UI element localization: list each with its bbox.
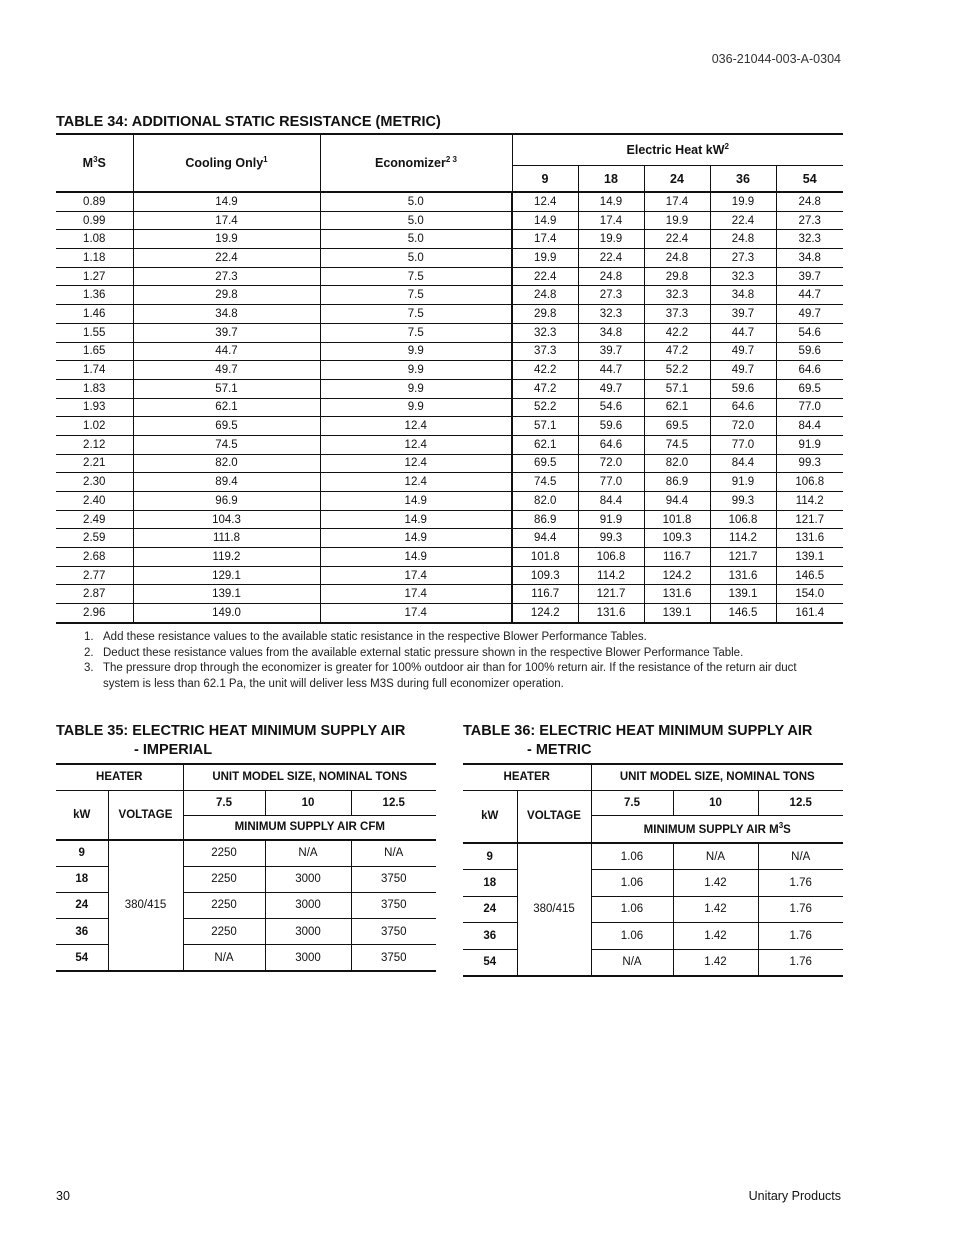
heater-header: HEATER <box>96 771 143 784</box>
table-cell: 7.5 <box>320 305 512 324</box>
table-cell: 17.4 <box>320 604 512 623</box>
kw-cell: 18 <box>463 870 517 897</box>
table-cell: 64.6 <box>776 361 843 380</box>
table-cell: 24.8 <box>776 192 843 211</box>
table-cell: 82.0 <box>133 454 320 473</box>
table-cell: 3000 <box>265 945 351 971</box>
table-cell: 39.7 <box>133 323 320 342</box>
table-cell: 7.5 <box>320 267 512 286</box>
kw-cell: 36 <box>56 919 108 945</box>
table-cell: 49.7 <box>133 361 320 380</box>
footnote <box>84 661 824 692</box>
table-row <box>56 286 843 305</box>
table-cell: 24.8 <box>578 267 644 286</box>
table-cell: 47.2 <box>644 342 710 361</box>
table-row <box>56 361 843 380</box>
table-cell: 89.4 <box>133 473 320 492</box>
kw-cell: 54 <box>463 949 517 976</box>
voltage-header: VOLTAGE <box>108 790 183 840</box>
table-cell: 49.7 <box>710 342 776 361</box>
table-cell: 22.4 <box>578 249 644 268</box>
table-cell: 62.1 <box>133 398 320 417</box>
table-cell: 5.0 <box>320 230 512 249</box>
table-cell: 9.9 <box>320 342 512 361</box>
table-cell: 64.6 <box>710 398 776 417</box>
table-cell: 17.4 <box>320 585 512 604</box>
table-cell: N/A <box>183 945 265 971</box>
table-cell: 1.06 <box>591 870 673 897</box>
table-cell: 91.9 <box>710 473 776 492</box>
footnote-number: 1. <box>84 631 94 643</box>
table-cell: 22.4 <box>644 230 710 249</box>
footnote <box>84 646 824 662</box>
table-cell: 19.9 <box>512 249 578 268</box>
table-cell: 116.7 <box>512 585 578 604</box>
table-cell: 96.9 <box>133 492 320 511</box>
col-cooling-header: Cooling Only$^1$ <box>133 134 320 192</box>
footnote-number: 2. <box>84 646 94 659</box>
table-cell: 17.4 <box>512 230 578 249</box>
footnote <box>84 630 824 646</box>
table-cell: N/A <box>591 949 673 976</box>
table-cell: 17.4 <box>320 566 512 585</box>
table-cell: 14.9 <box>133 192 320 211</box>
table-cell: 131.6 <box>644 585 710 604</box>
table-cell: 24.8 <box>512 286 578 305</box>
table35 <box>56 763 436 972</box>
table-cell: 32.3 <box>512 323 578 342</box>
table-cell: 1.76 <box>758 896 843 923</box>
table-cell: 3750 <box>351 945 436 971</box>
table-cell: 1.06 <box>591 923 673 950</box>
table-row <box>56 548 843 567</box>
table-cell: 101.8 <box>644 510 710 529</box>
table34-notes <box>84 630 824 692</box>
heater-header: HEATER <box>503 771 550 784</box>
table-cell: N/A <box>673 843 758 870</box>
table-cell: 101.8 <box>512 548 578 567</box>
table-cell: 52.2 <box>644 361 710 380</box>
table-cell: 2.87 <box>56 585 133 604</box>
table-cell: 2.68 <box>56 548 133 567</box>
table-row <box>56 566 843 585</box>
kw-header: kW <box>56 790 108 840</box>
table-cell: 124.2 <box>512 604 578 623</box>
table-cell: 131.6 <box>710 566 776 585</box>
table-cell: 139.1 <box>644 604 710 623</box>
min-supply-header: MINIMUM SUPPLY AIR $M^3S$ <box>591 815 843 843</box>
table-row <box>56 379 843 398</box>
table-cell: 146.5 <box>776 566 843 585</box>
table-row <box>56 473 843 492</box>
table-cell: 32.3 <box>644 286 710 305</box>
table-cell: 59.6 <box>776 342 843 361</box>
table-cell: 14.9 <box>320 510 512 529</box>
table-cell: 5.0 <box>320 249 512 268</box>
min-supply-header: MINIMUM SUPPLY AIR CFM <box>183 815 436 840</box>
table34-title: TABLE 34: ADDITIONAL STATIC RESISTANCE (METRIC) <box>56 114 441 130</box>
table-cell: 57.1 <box>644 379 710 398</box>
table-cell: 2250 <box>183 866 265 892</box>
table-cell: 91.9 <box>776 435 843 454</box>
table-cell: 84.4 <box>578 492 644 511</box>
table-cell: 9.9 <box>320 398 512 417</box>
table-cell: 99.3 <box>710 492 776 511</box>
size-header: 10 <box>673 790 758 815</box>
table-cell: 19.9 <box>133 230 320 249</box>
table-cell: 14.9 <box>578 192 644 211</box>
table-cell: N/A <box>265 840 351 866</box>
table-cell: 1.18 <box>56 249 133 268</box>
table-row <box>56 211 843 230</box>
table-cell: 77.0 <box>710 435 776 454</box>
footer-publisher: Unitary Products <box>748 1189 841 1203</box>
table-cell: 14.9 <box>320 548 512 567</box>
table-row <box>56 230 843 249</box>
table-cell: 39.7 <box>710 305 776 324</box>
table-cell: 17.4 <box>133 211 320 230</box>
table-cell: 1.27 <box>56 267 133 286</box>
table-cell: 74.5 <box>644 435 710 454</box>
table-cell: 104.3 <box>133 510 320 529</box>
table-cell: 106.8 <box>578 548 644 567</box>
table-cell: 7.5 <box>320 323 512 342</box>
table-row <box>56 585 843 604</box>
table-cell: 99.3 <box>578 529 644 548</box>
table-cell: 24.8 <box>710 230 776 249</box>
table-cell: 1.36 <box>56 286 133 305</box>
table-cell: 2.21 <box>56 454 133 473</box>
table-row <box>56 398 843 417</box>
table-cell: 47.2 <box>512 379 578 398</box>
table36-title: TABLE 36: ELECTRIC HEAT MINIMUM SUPPLY AIR - METRIC <box>463 723 813 758</box>
table-cell: 29.8 <box>644 267 710 286</box>
table-cell: 1.06 <box>591 843 673 870</box>
table-cell: 0.89 <box>83 195 106 208</box>
footnote-text: Deduct these resistance values from the available external static pressure shown in the respective Blower Performance Table. <box>103 646 744 659</box>
table-row <box>56 342 843 361</box>
heat-kw-col-header: 18 <box>578 166 644 193</box>
table-cell: 74.5 <box>133 435 320 454</box>
table-cell: 106.8 <box>776 473 843 492</box>
table-row <box>56 249 843 268</box>
footnote-number: 3. <box>84 662 94 674</box>
unit-model-header: UNIT MODEL SIZE, NOMINAL TONS <box>591 764 843 790</box>
table-cell: 62.1 <box>644 398 710 417</box>
table-row <box>56 510 843 529</box>
heat-kw-col-header: 54 <box>776 166 843 193</box>
table-cell: 1.42 <box>673 896 758 923</box>
table-cell: 42.2 <box>512 361 578 380</box>
table-cell: 3000 <box>265 866 351 892</box>
table-cell: 2.77 <box>56 566 133 585</box>
table-cell: 37.3 <box>512 342 578 361</box>
table-cell: 77.0 <box>578 473 644 492</box>
col-m3s-header: $M^3S$ <box>82 155 106 171</box>
table-cell: 121.7 <box>578 585 644 604</box>
table-row <box>56 305 843 324</box>
table-cell: 12.4 <box>320 454 512 473</box>
table-cell: 0.99 <box>56 211 133 230</box>
table-cell: 32.3 <box>578 305 644 324</box>
table-row <box>56 604 843 623</box>
table-cell: 3750 <box>351 866 436 892</box>
table-cell: 1.65 <box>56 342 133 361</box>
table-cell: 109.3 <box>644 529 710 548</box>
table-cell: 27.3 <box>578 286 644 305</box>
table-row <box>56 529 843 548</box>
table-cell: 12.4 <box>320 417 512 436</box>
table-cell: 17.4 <box>644 192 710 211</box>
table-cell: 69.5 <box>644 417 710 436</box>
table-cell: 9.9 <box>320 379 512 398</box>
table-cell: 14.9 <box>320 492 512 511</box>
table-cell: 9.9 <box>320 361 512 380</box>
table-cell: 22.4 <box>710 211 776 230</box>
table-cell: 7.5 <box>320 286 512 305</box>
table-cell: 84.4 <box>710 454 776 473</box>
footnote-text: Add these resistance values to the available static resistance in the respective Blower Performance Tables. <box>103 631 647 643</box>
table-cell: 62.1 <box>512 435 578 454</box>
table-cell: 109.3 <box>512 566 578 585</box>
voltage-cell: 380/415 <box>517 843 591 976</box>
table-cell: 39.7 <box>776 267 843 286</box>
table-cell: 114.2 <box>710 529 776 548</box>
table-cell: 131.6 <box>578 604 644 623</box>
table-cell: 1.08 <box>56 230 133 249</box>
table-cell: 24.8 <box>644 249 710 268</box>
kw-cell: 24 <box>463 896 517 923</box>
table-cell: 12.4 <box>320 435 512 454</box>
table-cell: 69.5 <box>776 379 843 398</box>
table-cell: 121.7 <box>776 510 843 529</box>
kw-cell: 36 <box>463 923 517 950</box>
table-cell: 86.9 <box>644 473 710 492</box>
table-row <box>56 323 843 342</box>
table-cell: 1.76 <box>758 923 843 950</box>
table-cell: 19.9 <box>710 192 776 211</box>
table-cell: 1.42 <box>673 949 758 976</box>
col-electric-heat-header: Electric Heat $kW^2$ <box>512 134 843 166</box>
table-row <box>56 192 843 211</box>
table-cell: 14.9 <box>320 529 512 548</box>
table-cell: 2.40 <box>56 492 133 511</box>
table-cell: 2250 <box>183 892 265 918</box>
table-cell: 34.8 <box>776 249 843 268</box>
table-cell: 12.4 <box>512 192 578 211</box>
table-cell: 114.2 <box>578 566 644 585</box>
table-cell: 121.7 <box>710 548 776 567</box>
size-header: 12.5 <box>758 790 843 815</box>
table-cell: 54.6 <box>776 323 843 342</box>
table-cell: 82.0 <box>644 454 710 473</box>
table-cell: 19.9 <box>644 211 710 230</box>
table-cell: 146.5 <box>710 604 776 623</box>
table-cell: 27.3 <box>776 211 843 230</box>
table-cell: 2.96 <box>56 604 133 623</box>
table-cell: 77.0 <box>776 398 843 417</box>
table-cell: 111.8 <box>133 529 320 548</box>
table-cell: 69.5 <box>512 454 578 473</box>
table-cell: 124.2 <box>644 566 710 585</box>
table-cell: 17.4 <box>578 211 644 230</box>
table-cell: 72.0 <box>578 454 644 473</box>
table-cell: 116.7 <box>644 548 710 567</box>
table-row <box>56 417 843 436</box>
table35-title: TABLE 35: ELECTRIC HEAT MINIMUM SUPPLY AIR - IMPERIAL <box>56 723 406 758</box>
table-cell: 29.8 <box>133 286 320 305</box>
table-cell: 64.6 <box>578 435 644 454</box>
table-cell: 29.8 <box>512 305 578 324</box>
table-cell: 82.0 <box>512 492 578 511</box>
table-row <box>56 267 843 286</box>
table-cell: 3750 <box>351 892 436 918</box>
table-cell: 1.76 <box>758 870 843 897</box>
kw-header: kW <box>463 790 517 843</box>
unit-model-header: UNIT MODEL SIZE, NOMINAL TONS <box>183 764 436 790</box>
table-cell: 1.83 <box>56 379 133 398</box>
footnote-text: The pressure drop through the economizer is greater for 100% outdoor air than for 100% return air. If the resistance of the return air duct system is less than 62.1 Pa, the unit will deliver less M3S during full economizer operation. <box>103 662 797 690</box>
table-cell: 14.9 <box>512 211 578 230</box>
table-cell: 119.2 <box>133 548 320 567</box>
table-row <box>56 492 843 511</box>
size-header: 7.5 <box>183 790 265 815</box>
table-cell: 1.74 <box>56 361 133 380</box>
table-cell: 1.42 <box>673 923 758 950</box>
table-cell: 49.7 <box>776 305 843 324</box>
table-cell: 19.9 <box>578 230 644 249</box>
table34 <box>56 133 843 624</box>
table-cell: 106.8 <box>710 510 776 529</box>
table-cell: 49.7 <box>710 361 776 380</box>
kw-cell: 18 <box>56 866 108 892</box>
table-cell: 1.46 <box>56 305 133 324</box>
table-cell: 59.6 <box>578 417 644 436</box>
table-cell: 139.1 <box>776 548 843 567</box>
table-cell: 1.02 <box>56 417 133 436</box>
table-row <box>463 843 843 870</box>
table-cell: 5.0 <box>320 192 512 211</box>
table-cell: 12.4 <box>320 473 512 492</box>
size-header: 12.5 <box>351 790 436 815</box>
table-cell: 57.1 <box>133 379 320 398</box>
table-cell: 2.59 <box>56 529 133 548</box>
table-row <box>56 454 843 473</box>
table-cell: 49.7 <box>578 379 644 398</box>
table-cell: 27.3 <box>710 249 776 268</box>
table-cell: 34.8 <box>710 286 776 305</box>
table-cell: 34.8 <box>133 305 320 324</box>
table-cell: 91.9 <box>578 510 644 529</box>
table-cell: 72.0 <box>710 417 776 436</box>
table-cell: 5.0 <box>320 211 512 230</box>
table-cell: 3750 <box>351 919 436 945</box>
table-cell: 37.3 <box>644 305 710 324</box>
table-cell: 139.1 <box>133 585 320 604</box>
heat-kw-col-header: 24 <box>644 166 710 193</box>
table-cell: 99.3 <box>776 454 843 473</box>
table-cell: 94.4 <box>512 529 578 548</box>
table-cell: 32.3 <box>776 230 843 249</box>
table-cell: 2250 <box>183 840 265 866</box>
table-cell: 52.2 <box>512 398 578 417</box>
table-cell: 3000 <box>265 919 351 945</box>
page-number: 30 <box>56 1189 70 1203</box>
table-cell: 84.4 <box>776 417 843 436</box>
table-cell: 3000 <box>265 892 351 918</box>
table-cell: 74.5 <box>512 473 578 492</box>
table-cell: N/A <box>758 843 843 870</box>
table-cell: 22.4 <box>133 249 320 268</box>
table-cell: 44.7 <box>578 361 644 380</box>
size-header: 7.5 <box>591 790 673 815</box>
document-code: 036-21044-003-A-0304 <box>711 52 841 66</box>
table-cell: 57.1 <box>512 417 578 436</box>
table-cell: 59.6 <box>710 379 776 398</box>
table-cell: N/A <box>351 840 436 866</box>
table-cell: 69.5 <box>133 417 320 436</box>
table-row <box>56 435 843 454</box>
table-cell: 44.7 <box>710 323 776 342</box>
table-cell: 27.3 <box>133 267 320 286</box>
table-cell: 94.4 <box>644 492 710 511</box>
kw-cell: 54 <box>56 945 108 971</box>
table-cell: 1.93 <box>56 398 133 417</box>
table-cell: 86.9 <box>512 510 578 529</box>
table-cell: 2.30 <box>56 473 133 492</box>
table-cell: 32.3 <box>710 267 776 286</box>
table-cell: 161.4 <box>776 604 843 623</box>
heat-kw-col-header: 36 <box>710 166 776 193</box>
table-cell: 44.7 <box>133 342 320 361</box>
kw-cell: 9 <box>56 840 108 866</box>
table-cell: 34.8 <box>578 323 644 342</box>
table-cell: 2.49 <box>56 510 133 529</box>
voltage-header: VOLTAGE <box>517 790 591 843</box>
size-header: 10 <box>265 790 351 815</box>
table-cell: 114.2 <box>776 492 843 511</box>
table-cell: 149.0 <box>133 604 320 623</box>
table-cell: 22.4 <box>512 267 578 286</box>
table-cell: 54.6 <box>578 398 644 417</box>
table36 <box>463 763 843 977</box>
table-cell: 2250 <box>183 919 265 945</box>
table-cell: 1.42 <box>673 870 758 897</box>
col-economizer-header: Economizer$^{2 3}$ <box>320 134 512 192</box>
table-cell: 1.06 <box>591 896 673 923</box>
table-cell: 131.6 <box>776 529 843 548</box>
table-cell: 39.7 <box>578 342 644 361</box>
table-cell: 1.55 <box>56 323 133 342</box>
table-cell: 2.12 <box>56 435 133 454</box>
kw-cell: 9 <box>463 843 517 870</box>
table-cell: 139.1 <box>710 585 776 604</box>
table-cell: 1.76 <box>758 949 843 976</box>
table-cell: 42.2 <box>644 323 710 342</box>
voltage-cell: 380/415 <box>108 840 183 971</box>
table-row <box>56 840 436 866</box>
table-cell: 44.7 <box>776 286 843 305</box>
heat-kw-col-header: 9 <box>512 166 578 193</box>
table-cell: 129.1 <box>133 566 320 585</box>
kw-cell: 24 <box>56 892 108 918</box>
table-cell: 154.0 <box>776 585 843 604</box>
